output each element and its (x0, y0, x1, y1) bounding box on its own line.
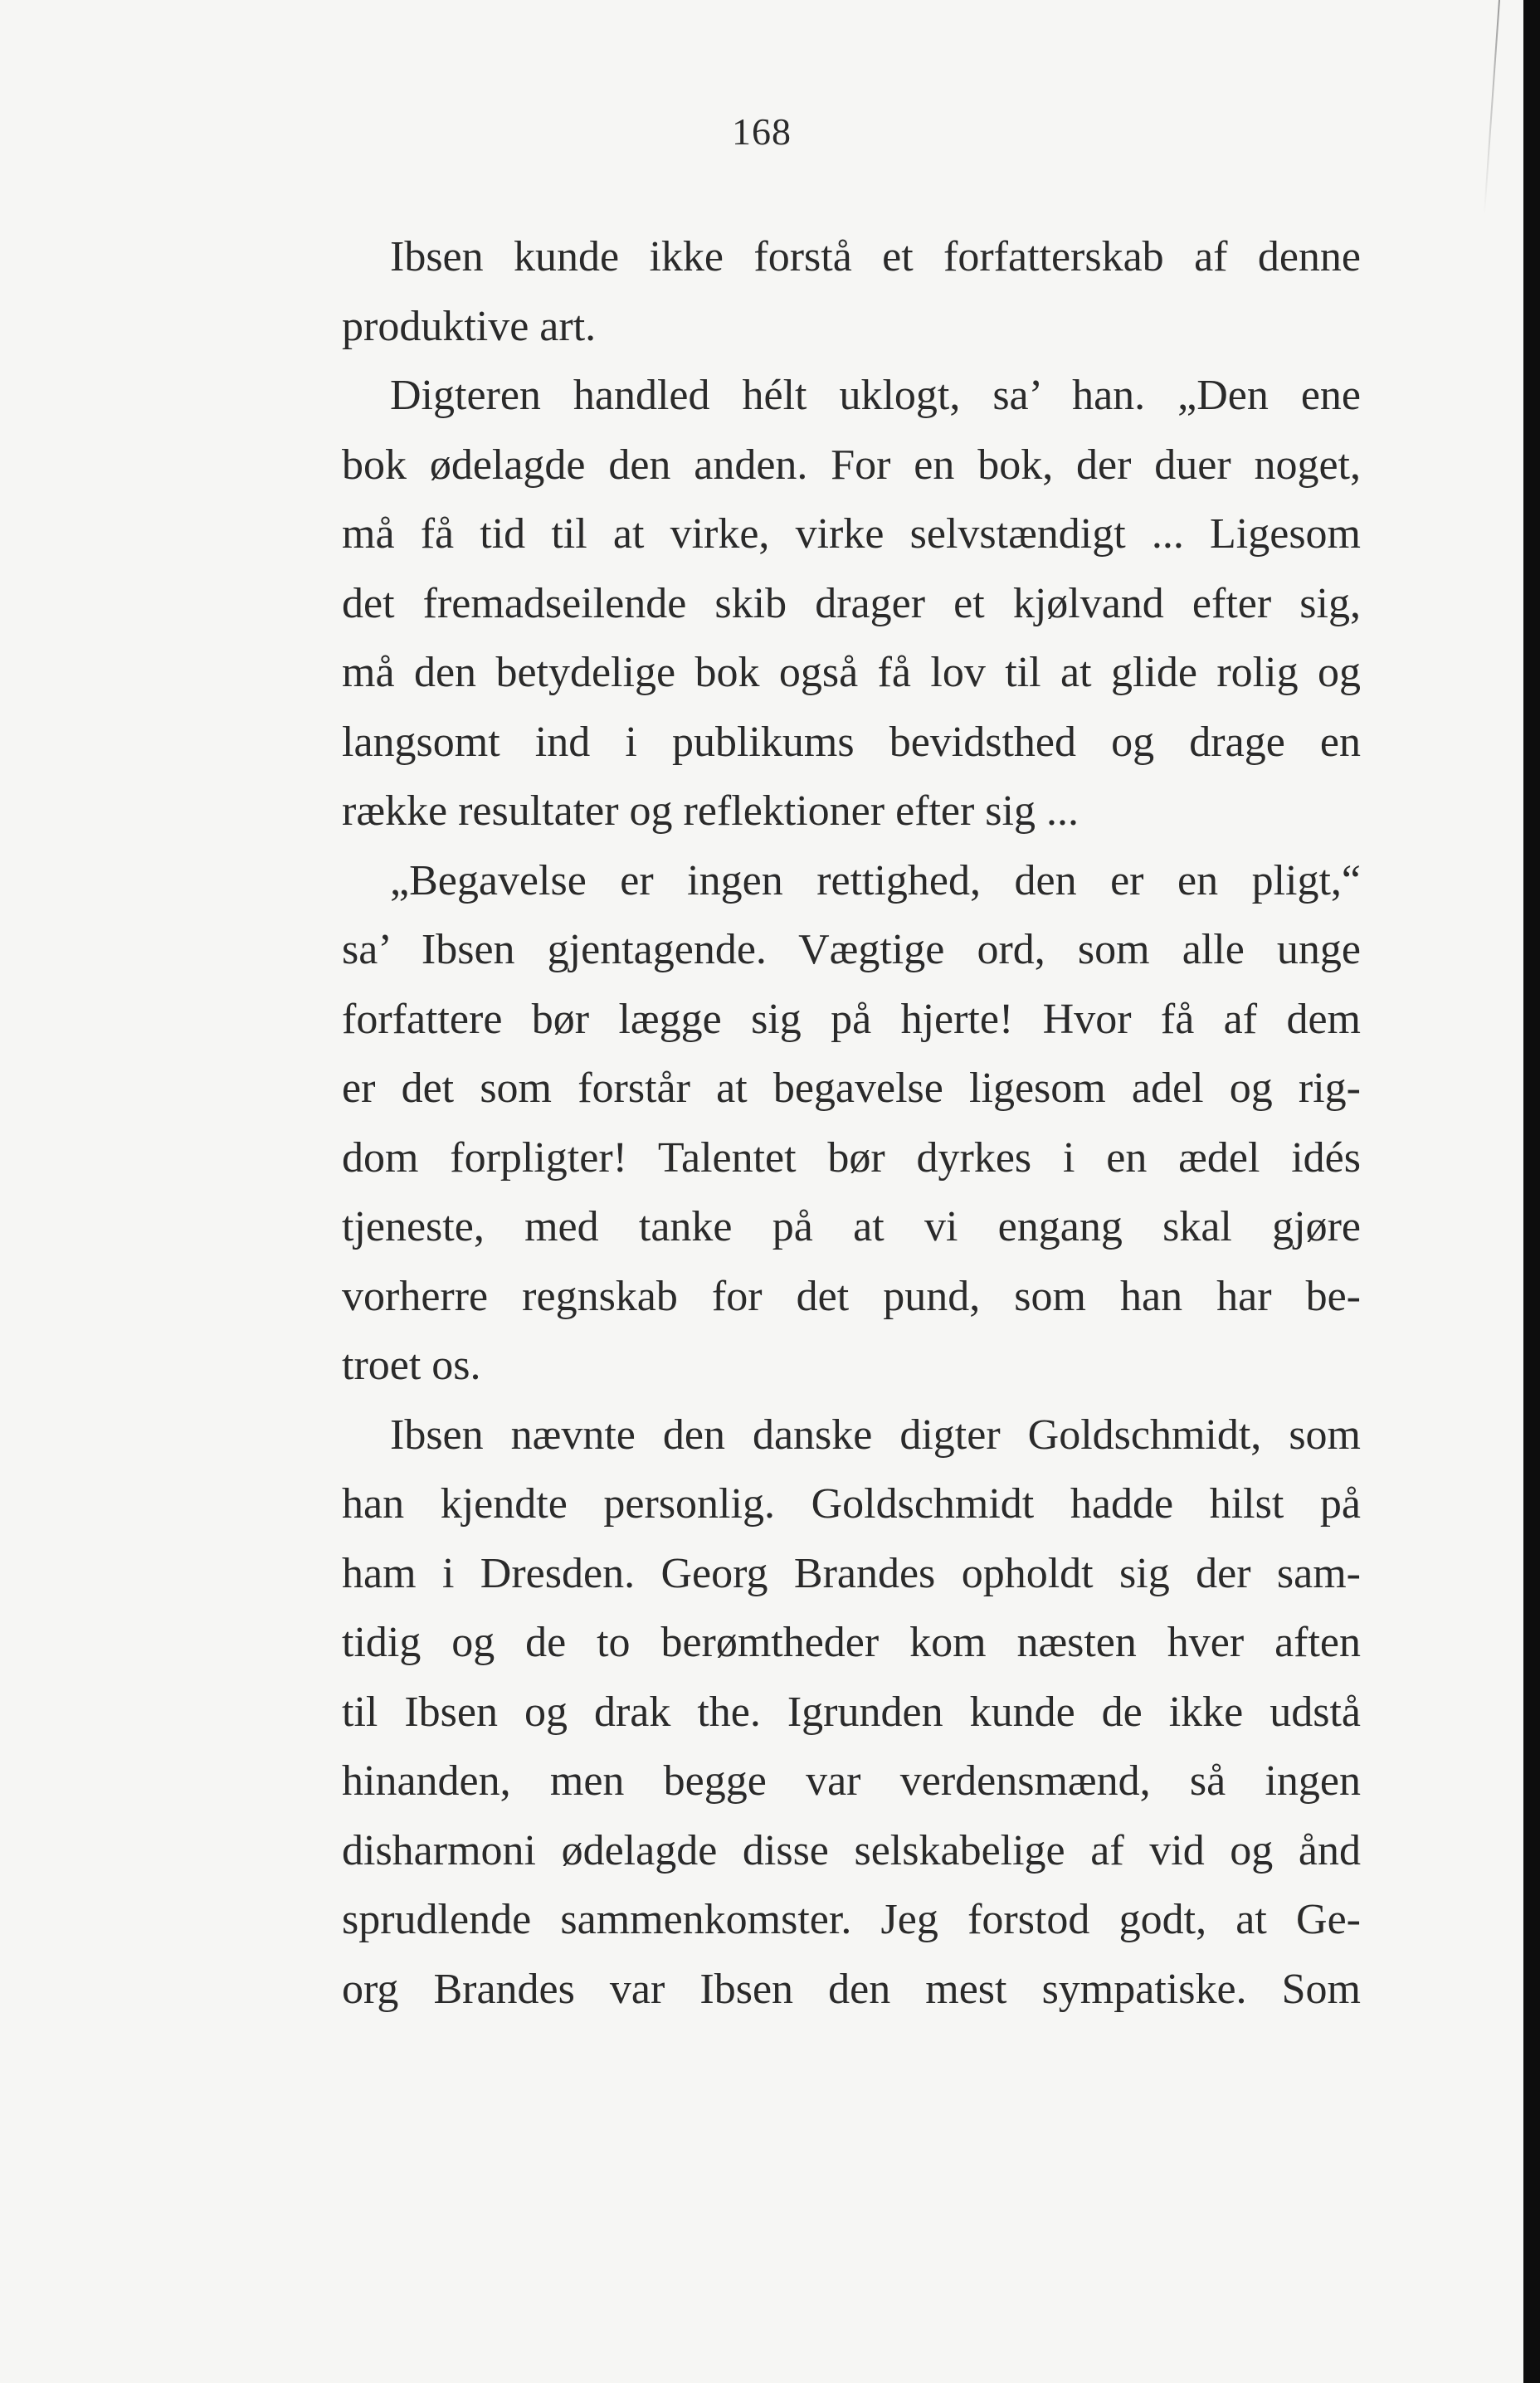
text-line: ham i Dresden. Georg Brandes opholdt sig der sam- (342, 1549, 1361, 1597)
text-line: han kjendte personlig. Goldschmidt hadde hilst på (342, 1480, 1361, 1528)
text-line: Ibsen nævnte den danske digter Goldschmidt, som (390, 1411, 1361, 1459)
text-line: tidig og de to berømtheder kom næsten hver aften (342, 1619, 1361, 1666)
text-line: til Ibsen og drak the. Igrunden kunde de ikke udstå (342, 1688, 1361, 1736)
text-line: troet os. (342, 1342, 481, 1389)
text-line: vorherre regnskab for det pund, som han har be- (342, 1272, 1361, 1320)
text-line: dom forpligter! Talentet bør dyrkes i en ædel idés (342, 1133, 1361, 1182)
text-line: produktive art. (342, 302, 597, 350)
text-line: disharmoni ødelagde disse selskabelige af vid og ånd (342, 1826, 1361, 1874)
text-line: org Brandes var Ibsen den mest sympatiske. Som (342, 1965, 1361, 2013)
text-line: sa’ Ibsen gjentagende. Vægtige ord, som alle unge (342, 926, 1361, 973)
text-line: er det som forstår at begavelse ligesom adel og rig- (342, 1065, 1361, 1112)
text-line: hinanden, men begge var verdensmænd, så ingen (342, 1757, 1361, 1805)
text-line: det fremadseilende skib drager et kjølvand efter sig, (342, 579, 1361, 627)
text-line: „Begavelse er ingen rettighed, den er en pligt,“ (390, 856, 1361, 904)
text-line: må få tid til at virke, virke selvstændigt ... Ligesom (342, 510, 1361, 558)
page-number: 168 (732, 110, 792, 153)
text-line: sprudlende sammenkomster. Jeg forstod godt, at Ge- (342, 1896, 1361, 1943)
text-line: Ibsen kunde ikke forstå et forfatterskab af denne (390, 233, 1361, 280)
text-line: Digteren handled hélt uklogt, sa’ han. „Den ene (390, 372, 1361, 419)
text-line: må den betydelige bok også få lov til at glide rolig og (342, 649, 1361, 696)
text-line: forfattere bør lægge sig på hjerte! Hvor få af dem (342, 995, 1361, 1043)
body-text (342, 222, 1361, 2024)
text-line: tjeneste, med tanke på at vi engang skal gjøre (342, 1203, 1361, 1250)
text-line: langsomt ind i publikums bevidsthed og drage en (342, 718, 1361, 766)
text-line: række resultater og reflektioner efter sig ... (342, 787, 1079, 835)
paper-edge-mark (1484, 0, 1500, 215)
text-line: bok ødelagde den anden. For en bok, der duer noget, (342, 441, 1361, 489)
